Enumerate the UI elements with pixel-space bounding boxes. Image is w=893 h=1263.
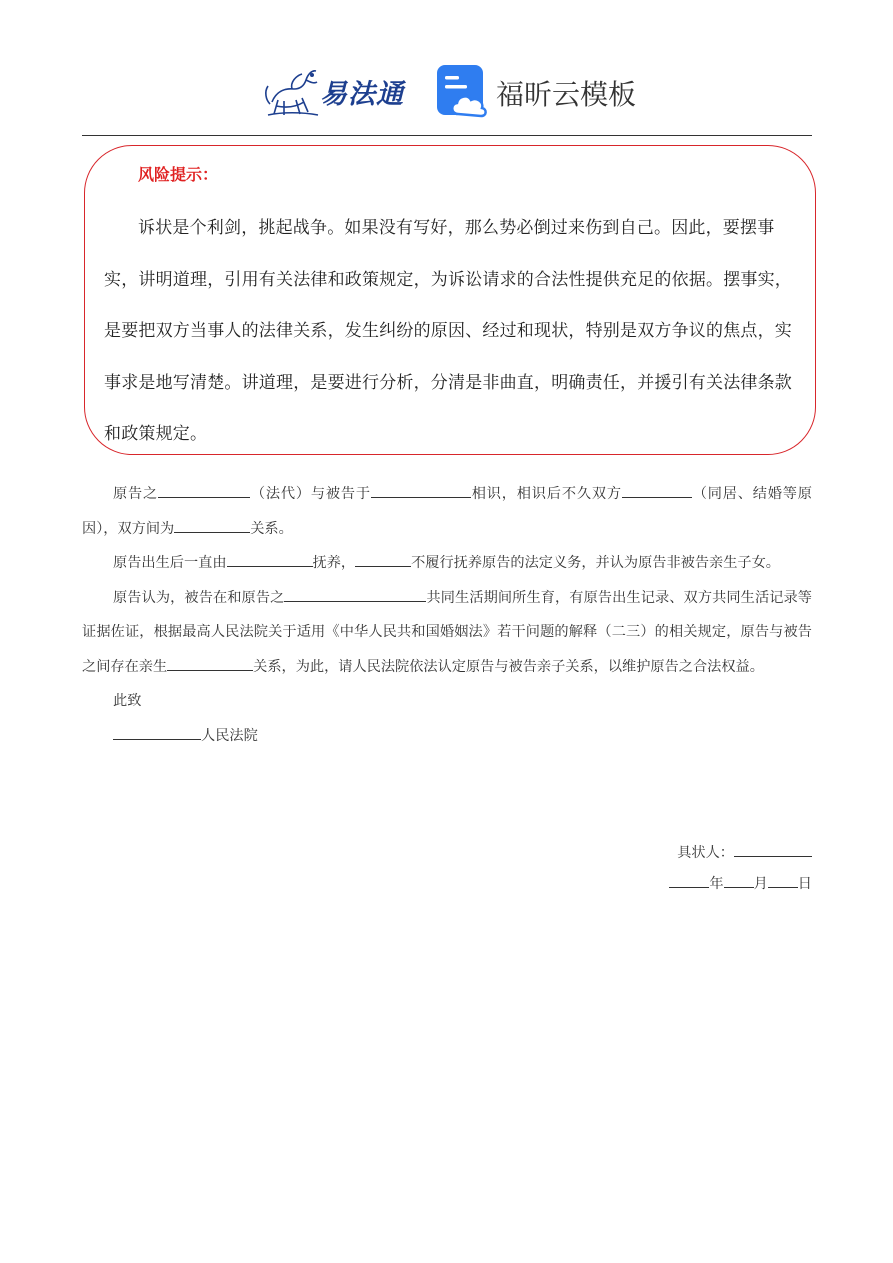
yifatong-wordmark: 易法通: [320, 79, 404, 110]
blank-field[interactable]: [174, 517, 250, 533]
text-segment: 原告出生后一直由: [113, 555, 227, 571]
blank-field[interactable]: [724, 872, 754, 888]
text-segment: 共同生活期间所生育，有原告出生记录、双方共同生活记录等证据佐证，根据最高人民法院关于适用《中华人民共和国婚姻法》若干问题的解释（二三）的相关规定，原告与被告之间存在亲生: [82, 589, 812, 675]
court-suffix: 人民法院: [201, 727, 258, 744]
text-segment: 关系，为此，请人民法院依法认定原告与被告亲子关系，以维护原告之合法权益。: [253, 658, 764, 675]
blank-field[interactable]: [622, 482, 692, 498]
blank-field[interactable]: [371, 482, 471, 498]
text-segment: 相识，相识后不久双方: [470, 486, 622, 502]
plaintiff-label: 具状人：: [677, 845, 734, 861]
risk-warning-title: 风险提示：: [138, 165, 219, 184]
text-segment: 原告之: [113, 486, 159, 502]
blank-field[interactable]: [113, 724, 201, 740]
risk-warning-text: 诉状是个利剑，挑起战争。如果没有写好，那么势必倒过来伤到自己。因此，要摆事实，讲明道理，引用有关法律和政策规定，为诉讼请求的合法性提供充足的依据。摆事实，是要把双方当事人的法律关系，发生纠纷的原因、经过和现状，特别是双方争议的焦点，实事求是地写清楚。讲道理，是要进行分析，分清是非曲直，明确责任，并援引有关法律条款和政策规定。: [104, 218, 792, 444]
closing-salutation: 此致: [113, 693, 142, 709]
blank-field[interactable]: [227, 551, 313, 567]
month-label: 月: [753, 876, 768, 892]
plaintiff-line: [669, 838, 812, 869]
header-divider: [82, 135, 812, 136]
text-segment: 原告认为，被告在和原告之: [113, 589, 285, 606]
blank-field[interactable]: [284, 586, 426, 602]
text-segment: 抚养，: [312, 555, 356, 571]
court-line: [82, 719, 812, 754]
blank-field[interactable]: [355, 551, 411, 567]
text-segment: （同居、结婚等原因），双方间为: [82, 486, 812, 537]
paragraph-relationship: [82, 477, 812, 546]
yifatong-logo: [262, 62, 412, 120]
blank-field[interactable]: [768, 872, 798, 888]
page-header: [0, 60, 893, 122]
text-segment: 关系。: [250, 520, 293, 537]
blank-field[interactable]: [167, 655, 253, 671]
blank-field[interactable]: [158, 482, 250, 498]
day-label: 日: [797, 876, 812, 892]
text-segment: 不履行抚养原告的法定义务，并认为原告非被告亲生子女。: [411, 555, 780, 571]
cloud-document-icon: [436, 64, 490, 118]
fuxin-wordmark: 福昕云模板: [496, 78, 637, 111]
text-segment: （法代）与被告于: [250, 486, 371, 502]
blank-field[interactable]: [734, 841, 812, 857]
date-line: [669, 869, 812, 900]
paragraph-claim: [82, 581, 812, 685]
complaint-body: [82, 477, 812, 753]
paragraph-upbringing: [82, 546, 812, 581]
year-label: 年: [709, 876, 724, 892]
horse-emblem-icon: [262, 62, 322, 118]
fuxin-cloud-template-logo: [436, 64, 636, 118]
blank-field[interactable]: [669, 872, 709, 888]
signature-block: [669, 838, 812, 900]
